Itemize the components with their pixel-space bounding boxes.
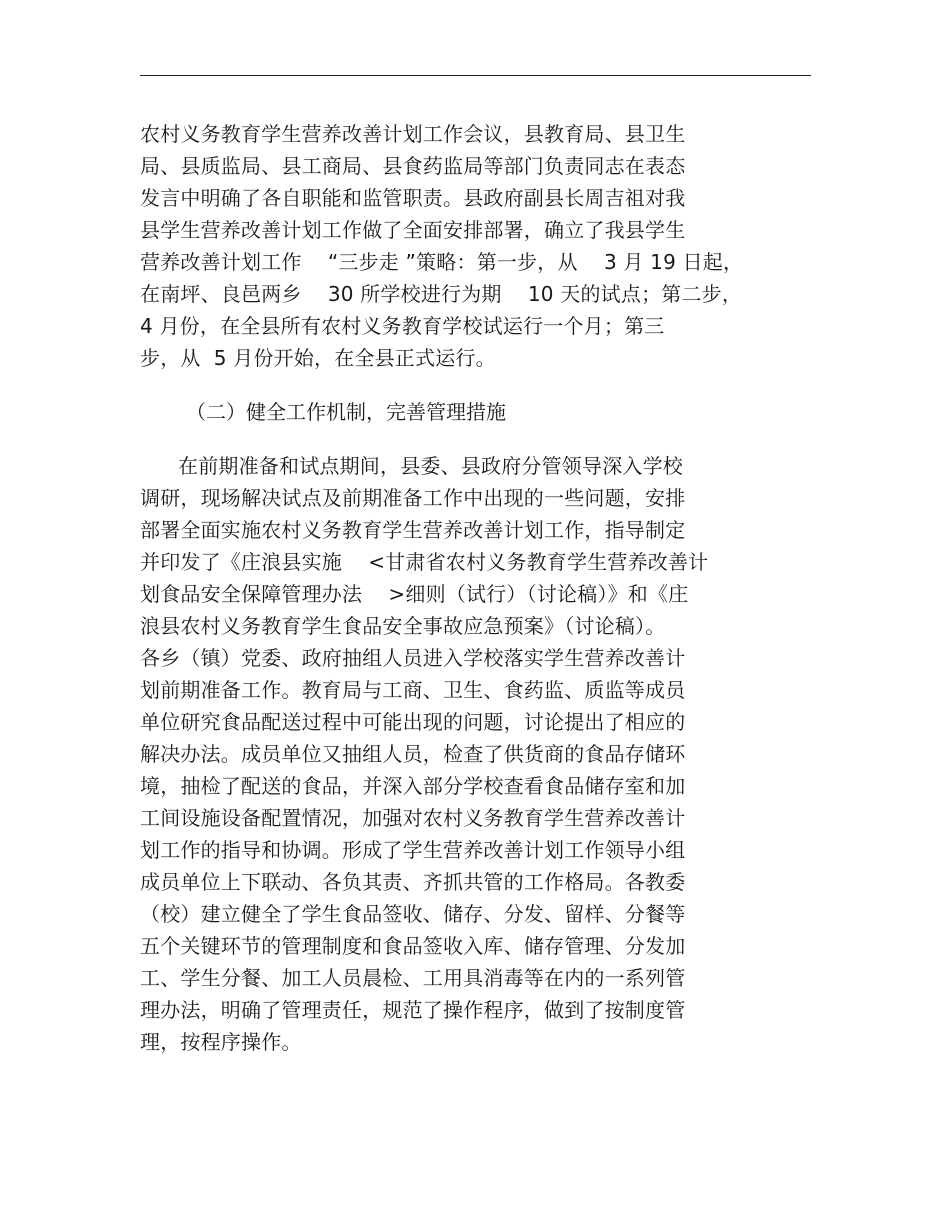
- header-rule: [140, 75, 811, 76]
- text-line: 理，按程序操作。: [140, 1030, 302, 1054]
- text-line: 营养改善计划工作 “三步走 ”策略：第一步，从 3 月 19 日起，: [140, 250, 744, 274]
- text-line: （校）建立健全了学生食品签收、储存、分发、留样、分餐等: [140, 902, 686, 926]
- text-line: 发言中明确了各自职能和监管职责。县政府副县长周吉祖对我: [140, 186, 686, 210]
- text-line: 划食品安全保障管理办法 >细则（试行）（讨论稿）》和《庄: [140, 582, 689, 606]
- text-line: 农村义务教育学生营养改善计划工作会议，县教育局、县卫生: [140, 122, 686, 146]
- text-line: 单位研究食品配送过程中可能出现的问题，讨论提出了相应的: [140, 710, 686, 734]
- text-line: 浪县农村义务教育学生食品安全事故应急预案》（讨论稿）。: [140, 614, 666, 638]
- text-line: 步，从 5 月份开始，在全县正式运行。: [140, 346, 496, 370]
- text-line: 五个关键环节的管理制度和食品签收入库、储存管理、分发加: [140, 934, 686, 958]
- paragraph-1: [140, 118, 820, 374]
- text-line: 各乡（镇）党委、政府抽组人员进入学校落实学生营养改善计: [140, 646, 686, 670]
- text-line: 在南坪、良邑两乡 30 所学校进行为期 10 天的试点；第二步，: [140, 282, 743, 306]
- text-line: 解决办法。成员单位又抽组人员，检查了供货商的食品存储环: [140, 742, 686, 766]
- text-line: 调研，现场解决试点及前期准备工作中出现的一些问题，安排: [140, 486, 686, 510]
- section-heading: （二）健全工作机制，完善管理措施: [186, 400, 506, 424]
- paragraph-2: [140, 450, 820, 1058]
- text-line: 在前期准备和试点期间，县委、县政府分管领导深入学校: [178, 454, 683, 478]
- text-line: 境，抽检了配送的食品，并深入部分学校查看食品储存室和加: [140, 774, 686, 798]
- text-line: 部署全面实施农村义务教育学生营养改善计划工作，指导制定: [140, 518, 686, 542]
- text-line: 局、县质监局、县工商局、县食药监局等部门负责同志在表态: [140, 154, 686, 178]
- text-line: 县学生营养改善计划工作做了全面安排部署，确立了我县学生: [140, 218, 686, 242]
- text-line: 划前期准备工作。教育局与工商、卫生、食药监、质监等成员: [140, 678, 686, 702]
- text-line: 划工作的指导和协调。形成了学生营养改善计划工作领导小组: [140, 838, 686, 862]
- text-line: 理办法，明确了管理责任，规范了操作程序，做到了按制度管: [140, 998, 686, 1022]
- text-line: 并印发了《庄浪县实施 <甘肃省农村义务教育学生营养改善计: [140, 550, 709, 574]
- text-line: 工间设施设备配置情况，加强对农村义务教育学生营养改善计: [140, 806, 686, 830]
- text-line: 4 月份，在全县所有农村义务教育学校试运行一个月；第三: [140, 314, 665, 338]
- text-line: 工、学生分餐、加工人员晨检、工用具消毒等在内的一系列管: [140, 966, 686, 990]
- document-body: [140, 118, 820, 1058]
- text-line: 成员单位上下联动、各负其责、齐抓共管的工作格局。各教委: [140, 870, 686, 894]
